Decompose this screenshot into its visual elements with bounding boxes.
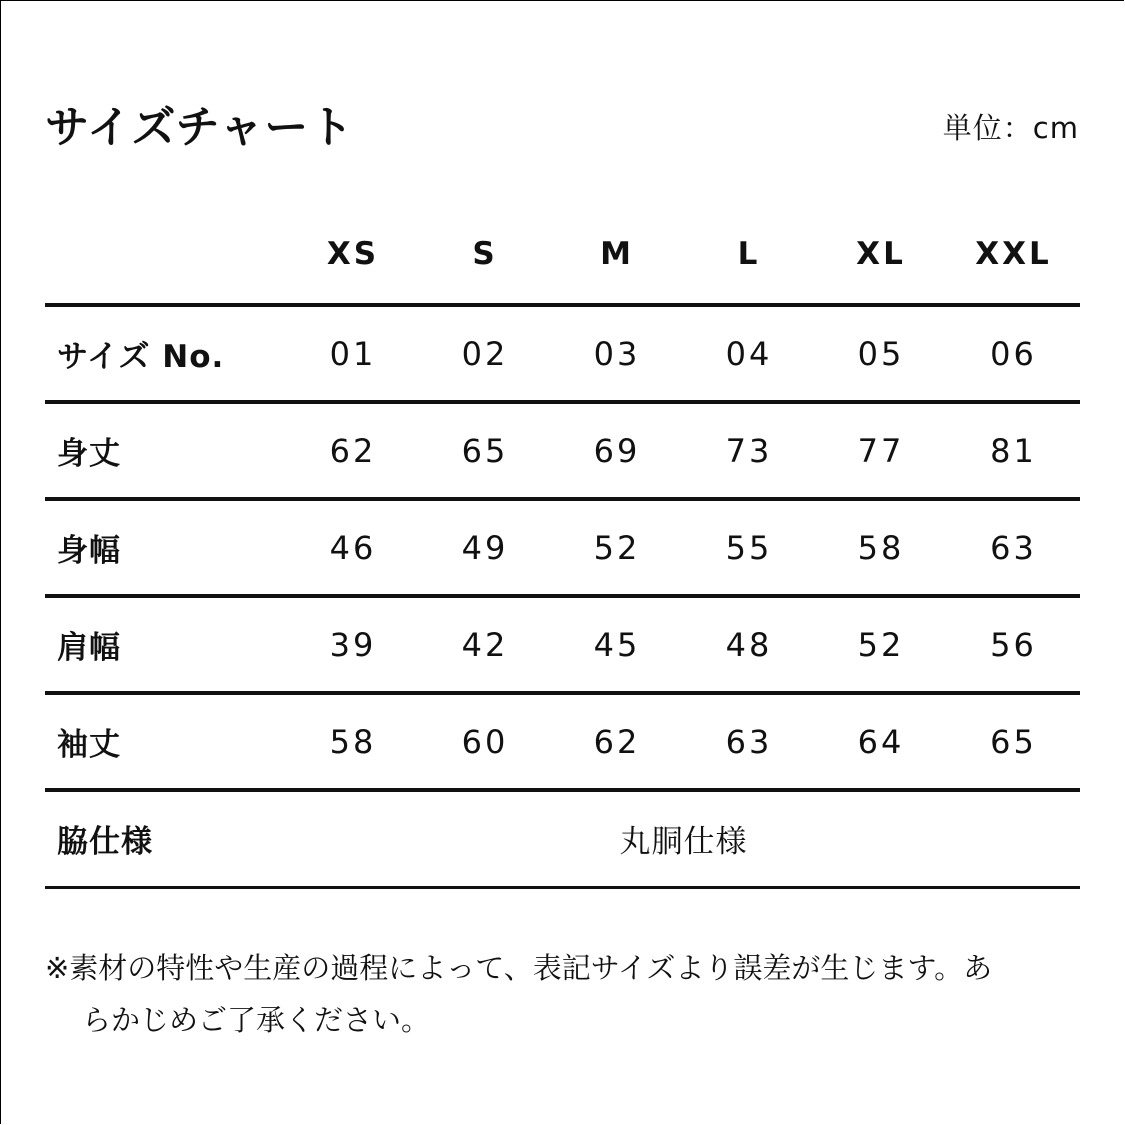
table-cell: 65 — [419, 402, 551, 499]
table-row-shoulder-width — [45, 596, 1080, 693]
table-cell: 62 — [551, 693, 683, 790]
table-cell: 02 — [419, 305, 551, 402]
table-cell: 01 — [287, 305, 419, 402]
table-cell: 62 — [287, 402, 419, 499]
row-label: 袖丈 — [45, 693, 287, 790]
table-row-body-length — [45, 402, 1080, 499]
table-cell: 03 — [551, 305, 683, 402]
table-cell: 64 — [815, 693, 947, 790]
size-header-l: L — [683, 205, 815, 305]
table-cell: 69 — [551, 402, 683, 499]
row-label: 脇仕様 — [45, 790, 287, 887]
table-cell: 58 — [815, 499, 947, 596]
side-spec-value: 丸胴仕様 — [287, 790, 1080, 887]
table-cell: 81 — [947, 402, 1080, 499]
table-cell: 56 — [947, 596, 1080, 693]
table-cell: 46 — [287, 499, 419, 596]
table-cell: 60 — [419, 693, 551, 790]
size-header-m: M — [551, 205, 683, 305]
page-title: サイズチャート — [45, 102, 355, 153]
table-cell: 42 — [419, 596, 551, 693]
table-cell: 06 — [947, 305, 1080, 402]
note-line-2: らかじめご了承ください。 — [82, 1003, 431, 1037]
table-row-side-spec — [45, 790, 1080, 887]
size-chart-table — [45, 205, 1080, 889]
table-cell: 48 — [683, 596, 815, 693]
table-cell: 55 — [683, 499, 815, 596]
table-cell: 04 — [683, 305, 815, 402]
row-label: 肩幅 — [45, 596, 287, 693]
size-header-xl: XL — [815, 205, 947, 305]
unit-label: 単位：cm — [942, 111, 1079, 145]
table-row-sleeve-length — [45, 693, 1080, 790]
table-row-body-width — [45, 499, 1080, 596]
table-cell: 63 — [683, 693, 815, 790]
table-cell: 77 — [815, 402, 947, 499]
table-cell: 58 — [287, 693, 419, 790]
table-cell: 39 — [287, 596, 419, 693]
size-header-row — [45, 205, 1080, 305]
table-cell: 52 — [551, 499, 683, 596]
table-cell: 49 — [419, 499, 551, 596]
table-cell: 63 — [947, 499, 1080, 596]
table-row-size-no — [45, 305, 1080, 402]
row-label: 身丈 — [45, 402, 287, 499]
table-cell: 45 — [551, 596, 683, 693]
table-cell: 05 — [815, 305, 947, 402]
row-label: サイズ No. — [45, 305, 287, 402]
table-cell: 52 — [815, 596, 947, 693]
note-line-1: ※素材の特性や生産の過程によって、表記サイズより誤差が生じます。あ — [45, 951, 993, 985]
size-header-s: S — [419, 205, 551, 305]
size-header-xxl: XXL — [947, 205, 1080, 305]
table-cell: 73 — [683, 402, 815, 499]
size-header-xs: XS — [287, 205, 419, 305]
disclaimer-note — [45, 942, 1085, 1046]
table-cell: 65 — [947, 693, 1080, 790]
row-label: 身幅 — [45, 499, 287, 596]
header-empty-cell — [45, 205, 287, 305]
